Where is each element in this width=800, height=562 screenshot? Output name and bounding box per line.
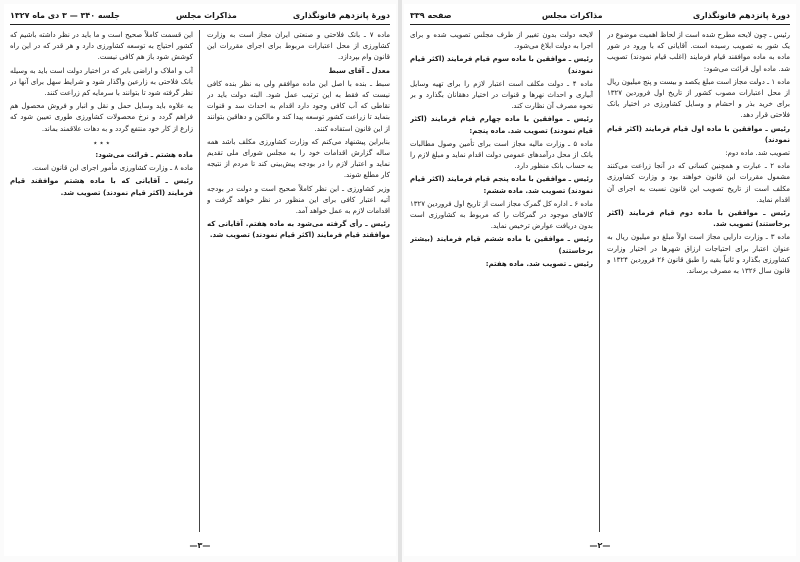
right-column-divider <box>599 30 600 532</box>
paragraph: سبط ـ بنده با اصل این ماده موافقم ولی به نظر بنده کافی نیست که فقط به این ترتیب عمل شود. البته دولت باید در نقاطی که آب کافی وجود دارد اقدام به احداث سد و قنوات بنماید تا زراعت کشور توسعه پیدا کند و مالکین و دهاقین بتوانند از این قانون استفاده کنند. <box>207 79 390 133</box>
left-header-session: دورهٔ پانزدهم قانونگذاری <box>292 10 390 20</box>
right-header-session: دورهٔ پانزدهم قانونگذاری <box>692 10 790 20</box>
left-header-rule <box>10 24 390 25</box>
left-page-number: —۳— <box>189 541 211 550</box>
article-heading: ماده هشتم ـ قرائت می‌شود: <box>95 151 193 160</box>
paragraph: ماده ۷ ـ بانک فلاحتی و صنعتی ایران مجاز است به وزارت کشاورزی از محل اعتبارات مربوط برای اجرای مقررات این قانون وام بپردازد. <box>207 31 390 62</box>
section-stars-icon: ٭ ٭ ٭ <box>93 138 110 147</box>
vote-line: رئیس ـ رأی گرفته می‌شود به ماده هفتم. آقایانی که موافقند قیام فرمایند (اکثر قیام نمودند) تصویب شد. <box>207 220 390 240</box>
vote-line: رئیس ـ تصویب شد. ماده هفتم: <box>485 259 593 268</box>
left-header-title: مذاکرات مجلس <box>176 10 237 20</box>
left-page-right-column <box>207 30 390 534</box>
vote-line: رئیس ـ موافقین با ماده چهارم قیام فرمایند (اکثر قیام نمودند) تصویب شد. ماده پنجم: <box>410 115 593 135</box>
right-page-right-column <box>607 30 790 534</box>
right-page <box>404 4 796 556</box>
paragraph: ماده ۵ ـ وزارت مالیه مجاز است برای تأمین وصول مطالبات بانک از محل درآمدهای عمومی دولت اقدام نماید و مبلغ لازم را به حساب بانک منظور دارد. <box>410 139 593 171</box>
left-header-date: جلسه ۳۴۰ — ۳ دی ماه ۱۳۲۷ <box>10 10 120 20</box>
paragraph: تصویب شد. ماده دوم: <box>725 149 790 158</box>
paragraph: ماده ۸ ـ وزارت کشاورزی مأمور اجرای این قانون است. <box>31 164 193 173</box>
vote-line: رئیس ـ موافقین با ماده ششم قیام فرمایند (بیشتر برخاستند) <box>410 235 593 255</box>
speaker-heading: معدل ـ آقای سبط <box>328 66 390 75</box>
left-page-header <box>10 8 390 22</box>
paragraph: به علاوه باید وسایل حمل و نقل و انبار و فروش محصول هم فراهم گردد و نرخ محصولات کشاورزی طوری تعیین شود که زارع از کار خود منتفع گردد و به دهات علاقمند بماند. <box>10 102 193 133</box>
left-column-divider <box>199 30 200 532</box>
right-header-page: صفحه ۳۳۹ <box>410 10 452 20</box>
right-page-header <box>410 8 790 22</box>
paragraph: ماده ۱ ـ دولت مجاز است مبلغ یکصد و بیست و پنج میلیون ریال از محل اعتبارات مصوب کشور از تاریخ اول فروردین ۱۳۲۷ برای خرید بذر و احشام و وسایل کشاورزی در اختیار بانک فلاحتی قرار دهد. <box>607 77 790 120</box>
left-page <box>4 4 396 556</box>
right-header-title: مذاکرات مجلس <box>541 10 603 20</box>
paragraph: آب و املاک و اراضی بایر که در اختیار دولت است باید به وسیله بانک فلاحتی به زارعین واگذار شود و شرایط سهل برای آنها در نظر گرفته شود تا بتوانند با سرمایه کم زراعت کنند. <box>10 66 193 98</box>
right-page-left-column <box>410 30 593 534</box>
paragraph: رئیس ـ چون لایحه مطرح شده است از لحاظ اهمیت موضوع در یک شور به تصویب رسیده است. آقایانی که با ورود در شور ماده به ماده موافقند قیام فرمایند (اغلب قیام نمودند) تصویب شد. ماده اول قرائت می‌شود: <box>607 31 790 73</box>
paragraph: ماده ۳ ـ وزارت دارایی مجاز است اولاً مبلغ دو میلیون ریال به عنوان اعتبار برای احتیاجات ارزاق شهرها در اختیار وزارت کشاورزی بگذارد و ثانیاً بقیه را طبق قانون ۲۶ فروردین ۱۳۲۴ و قانون سال ۱۳۲۶ به مصرف برساند. <box>607 233 790 276</box>
right-header-rule <box>410 24 790 25</box>
paragraph: ماده ۴ ـ دولت مکلف است اعتبار لازم را برای تهیه وسایل آبیاری و احداث نهرها و قنوات در اختیار دهقانان بگذارد و بر نحوه مصرف آن نظارت کند. <box>410 79 593 111</box>
paragraph: این قسمت کاملاً صحیح است و ما باید در نظر داشته باشیم که کشور احتیاج به توسعه کشاورزی دارد و هر قدر که در این راه کوشش شود باز هم کافی نیست. <box>10 31 193 62</box>
right-page-number: —۲— <box>589 541 611 550</box>
vote-line: رئیس ـ موافقین با ماده سوم قیام فرمایند (اکثر قیام نمودند) <box>410 55 593 75</box>
paragraph: وزیر کشاورزی ـ این نظر کاملاً صحیح است و دولت در بودجه آتیه اعتبار کافی برای این منظور در نظر خواهد گرفت و اقدامات لازم به عمل خواهد آمد. <box>207 184 390 216</box>
vote-line: رئیس ـ موافقین با ماده پنجم قیام فرمایند (اکثر قیام نمودند) تصویب شد. ماده ششم: <box>410 175 593 195</box>
paragraph: ماده ۲ ـ عبارت و همچنین کسانی که در آنجا زراعت می‌کنند مشمول مقررات این قانون خواهند بود و وزارت کشاورزی مکلف است از تاریخ تصویب این قانون نسبت به اجرای آن اقدام نماید. <box>607 162 790 204</box>
left-page-left-column <box>10 30 193 534</box>
vote-line: رئیس ـ موافقین با ماده اول قیام فرمایند (اکثر قیام نمودند) <box>607 124 790 144</box>
paragraph: لایحه دولت بدون تغییر از طرف مجلس تصویب شده و برای اجرا به دولت ابلاغ می‌شود. <box>410 31 593 51</box>
vote-line: رئیس ـ آقایانی که با ماده هشتم موافقند قیام فرمایند (اکثر قیام نمودند) تصویب شد. <box>10 177 193 197</box>
book-gutter <box>398 0 402 562</box>
paragraph: ماده ۶ ـ اداره کل گمرک مجاز است از تاریخ اول فروردین ۱۳۲۷ کالاهای موجود در گمرکات را که مربوط به کشاورزی است بدون دریافت عوارض ترخیص نماید. <box>410 199 593 231</box>
paragraph: بنابراین پیشنهاد می‌کنم که وزارت کشاورزی مکلف باشد همه ساله گزارش اقدامات خود را به مجلس شورای ملی تقدیم نماید و اعتبار لازم را در بودجه پیش‌بینی کند تا مردم از نتیجه کار مطلع شوند. <box>207 137 390 180</box>
vote-line: رئیس ـ موافقین با ماده دوم قیام فرمایند (اکثر برخاستند) تصویب شد. <box>607 209 790 229</box>
